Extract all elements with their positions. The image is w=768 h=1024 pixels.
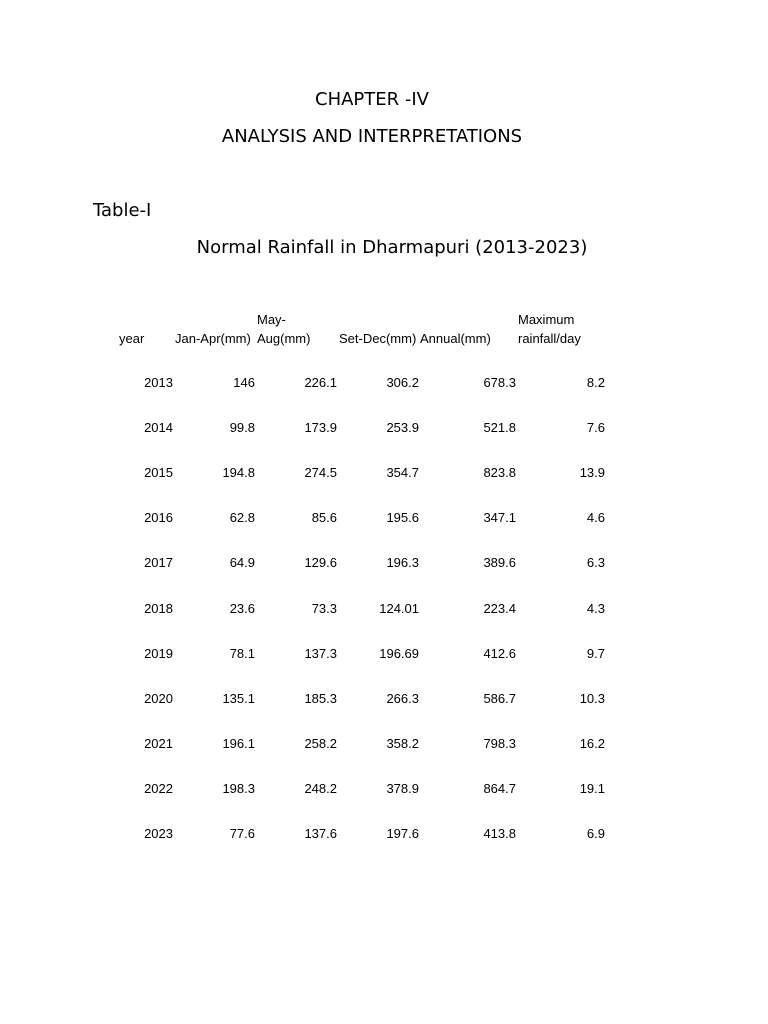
column-header-line1: May- <box>257 312 286 327</box>
table-cell: 197.6 <box>386 826 419 841</box>
table-cell: 99.8 <box>229 420 255 435</box>
table-cell: 6.9 <box>586 826 605 841</box>
table-cell: 4.6 <box>586 510 605 525</box>
table-cell: 78.1 <box>229 646 255 661</box>
table-cell: 223.4 <box>483 601 516 616</box>
table-cell: 266.3 <box>386 691 419 706</box>
table-cell: 9.7 <box>586 646 605 661</box>
table-cell: 413.8 <box>483 826 516 841</box>
table-cell: 64.9 <box>229 555 255 570</box>
table-cell: 798.3 <box>483 736 516 751</box>
table-cell: 354.7 <box>386 465 419 480</box>
table-cell: 521.8 <box>483 420 516 435</box>
table-cell: 226.1 <box>304 375 337 390</box>
table-cell: 73.3 <box>311 601 337 616</box>
table-cell: 137.3 <box>304 646 337 661</box>
table-cell: 129.6 <box>304 555 337 570</box>
column-header: Jan-Apr(mm) <box>175 331 251 346</box>
column-header: year <box>119 331 145 346</box>
table-cell: 864.7 <box>483 781 516 796</box>
table-cell: 347.1 <box>483 510 516 525</box>
year-cell: 2021 <box>144 736 173 751</box>
table-cell: 6.3 <box>586 555 605 570</box>
column-header: rainfall/day <box>518 331 581 346</box>
table-cell: 146 <box>233 375 255 390</box>
table-cell: 823.8 <box>483 465 516 480</box>
table-cell: 13.9 <box>579 465 605 480</box>
year-cell: 2016 <box>144 510 173 525</box>
table-cell: 678.3 <box>483 375 516 390</box>
year-cell: 2017 <box>144 555 173 570</box>
table-cell: 358.2 <box>386 736 419 751</box>
table-cell: 185.3 <box>304 691 337 706</box>
table-cell: 62.8 <box>229 510 255 525</box>
table-cell: 8.2 <box>586 375 605 390</box>
table-cell: 253.9 <box>386 420 419 435</box>
table-cell: 16.2 <box>579 736 605 751</box>
table-cell: 4.3 <box>586 601 605 616</box>
table-cell: 85.6 <box>311 510 337 525</box>
table-cell: 19.1 <box>579 781 605 796</box>
table-cell: 196.69 <box>379 646 419 661</box>
table-cell: 173.9 <box>304 420 337 435</box>
table-cell: 10.3 <box>579 691 605 706</box>
table-cell: 198.3 <box>222 781 255 796</box>
table-cell: 258.2 <box>304 736 337 751</box>
year-cell: 2015 <box>144 465 173 480</box>
table-title: Normal Rainfall in Dharmapuri (2013-2023) <box>196 237 588 258</box>
year-cell: 2023 <box>144 826 173 841</box>
table-cell: 196.1 <box>222 736 255 751</box>
column-header-line1: Maximum <box>518 312 575 327</box>
table-cell: 248.2 <box>304 781 337 796</box>
table-cell: 274.5 <box>304 465 337 480</box>
table-label: Table-I <box>93 200 152 221</box>
chapter-heading: CHAPTER -IV <box>315 89 429 110</box>
table-cell: 389.6 <box>483 555 516 570</box>
table-cell: 378.9 <box>386 781 419 796</box>
year-cell: 2020 <box>144 691 173 706</box>
section-title: ANALYSIS AND INTERPRETATIONS <box>221 126 523 147</box>
table-cell: 306.2 <box>386 375 419 390</box>
year-cell: 2019 <box>144 646 173 661</box>
table-cell: 135.1 <box>222 691 255 706</box>
table-cell: 195.6 <box>386 510 419 525</box>
table-cell: 137.6 <box>304 826 337 841</box>
table-cell: 77.6 <box>229 826 255 841</box>
column-header: Set-Dec(mm) <box>339 331 417 346</box>
table-cell: 194.8 <box>222 465 255 480</box>
column-header: Annual(mm) <box>420 331 491 346</box>
table-cell: 196.3 <box>386 555 419 570</box>
table-cell: 412.6 <box>483 646 516 661</box>
column-header: Aug(mm) <box>257 331 311 346</box>
year-cell: 2013 <box>144 375 173 390</box>
table-cell: 586.7 <box>483 691 516 706</box>
year-cell: 2022 <box>144 781 173 796</box>
table-cell: 124.01 <box>379 601 419 616</box>
table-cell: 7.6 <box>586 420 605 435</box>
year-cell: 2014 <box>144 420 173 435</box>
year-cell: 2018 <box>144 601 173 616</box>
table-cell: 23.6 <box>229 601 255 616</box>
